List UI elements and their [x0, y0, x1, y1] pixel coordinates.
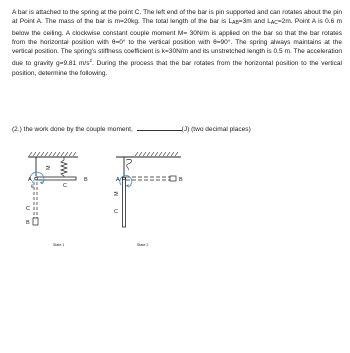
state1-label-c: C	[63, 183, 67, 189]
state2-bar	[123, 177, 126, 227]
figure-states	[0, 140, 350, 265]
lac-symbol: L	[267, 18, 271, 26]
state1-label-theta: θ	[31, 184, 34, 189]
question-suffix: (J) (two decimal places)	[181, 126, 251, 133]
question-line	[12, 124, 342, 133]
problem-intro: A bar is attached to the spring at the point C. The left end of the bar is pin supported and can rotates about the pin at Point A. The mass of the bar is m=20kg. The total length of the bar is	[12, 9, 342, 26]
lab-symbol: L	[228, 18, 233, 26]
lac-subscript: AC	[270, 20, 278, 27]
state2-moment-label: M	[114, 191, 120, 196]
question-prefix: (2.) the work done by the couple moment,	[12, 126, 135, 133]
state1-lower-label-c: C	[26, 206, 30, 212]
gravity-exponent: 2	[89, 58, 93, 64]
state2-end-box	[170, 176, 176, 181]
state2-label-a: A	[116, 177, 120, 183]
lac-value: =2m. Point A is 0.6 m below the ceiling. A clockwise constant couple moment M= 30N/m is applied on the bar so that the bar rotates from the horizontal position with θ=0° to the vertical position with θ=90°. The spring always maintains at the vertical position. The spring's stiffness coefficient is k=30N/m and its unstretched length is 0.5 m. The acceleration due to gravity g=9.81 m/s	[12, 18, 342, 68]
lab-value: =3m and	[238, 18, 268, 26]
state1-pin-a	[35, 177, 38, 180]
lab-subscript: AB	[232, 20, 239, 27]
state1-bar	[36, 177, 76, 180]
answer-blank[interactable]	[137, 124, 182, 131]
state1-label-a: A	[28, 177, 32, 183]
state1-moment-label: M	[46, 165, 52, 170]
state1-lower-end	[33, 218, 38, 225]
state1-label-b: B	[84, 177, 88, 183]
problem-statement	[12, 8, 342, 78]
state2-caption: State 2	[137, 243, 149, 247]
state1-ceiling-hatch	[29, 152, 76, 156]
state2-diagram	[114, 152, 183, 247]
problem-outro: . During the process that the bar rotates from the horizontal position to the vertical position, determine the following.	[12, 60, 342, 77]
state2-pin-a	[123, 177, 126, 180]
state2-label-c: C	[114, 209, 118, 215]
state1-diagram	[26, 152, 88, 247]
problem-paragraph	[12, 8, 342, 78]
state2-label-b-right: B	[179, 177, 183, 183]
state2-ceiling-hatch	[135, 152, 178, 156]
state1-lower-label-b: B	[26, 220, 30, 226]
state2-spring	[126, 159, 132, 170]
state1-caption: State 1	[53, 243, 65, 247]
state1-spring	[61, 157, 67, 177]
